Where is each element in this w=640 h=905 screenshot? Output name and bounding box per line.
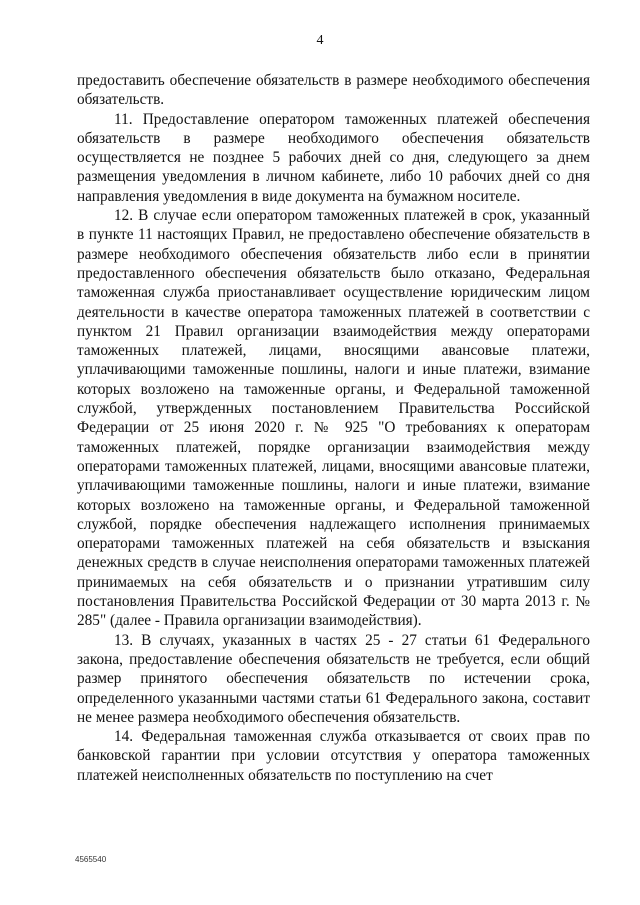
paragraph-11: 11. Предоставление оператором таможенных платежей обеспечения обязательств в размере необходимого обеспечения обязательств осуществляется не позднее 5 рабочих дней со дня, следующего за днем размещения уведомления в личном кабинете, либо 10 рабочих дней со дня направления уведомления в виде документа на бумажном носителе. xyxy=(77,110,590,205)
paragraph-12: 12. В случае если оператором таможенных платежей в срок, указанный в пункте 11 настоящих Правил, не предоставлено обеспечение обязательств в размере необходимого обеспечения обязательств либо если в принятии предоставленного обеспечения обязательств было отказано, Федеральная таможенная служба приостанавливает осуществление юридическим лицом деятельности в качестве оператора таможенных платежей в соответствии с пунктом 21 Правил организации взаимодействия между операторами таможенных платежей, лицами, вносящими авансовые платежи, уплачивающими таможенные пошлины, налоги и иные платежи, взимание которых возложено на таможенные органы, и Федеральной таможенной службой, утвержденных постановлением Правительства Российской Федерации от 25 июня 2020 г. № 925 "О требованиях к операторам таможенных платежей, порядке организации взаимодействия между операторами таможенных платежей, лицами, вносящими авансовые платежи, уплачивающими таможенные пошлины, налоги и иные платежи, взимание которых возложено на таможенные органы, и Федеральной таможенной службой, порядке обеспечения надлежащего исполнения принимаемых операторами таможенных платежей на себя обязательств и взыскания денежных средств в случае неисполнения операторами таможенных платежей принимаемых на себя обязательств и о признании утратившим силу постановления Правительства Российской Федерации от 30 марта 2013 г. № 285" (далее - Правила организации взаимодействия). xyxy=(77,207,590,630)
document-id: 4565540 xyxy=(75,855,107,864)
paragraph-13: 13. В случаях, указанных в частях 25 - 27 статьи 61 Федерального закона, предоставление обеспечения обязательств не требуется, если общий размер принятого обеспечения обязательств по истечении срока, определенного указанными частями статьи 61 Федерального закона, составит не менее размера необходимого обеспечения обязательств. xyxy=(77,631,590,726)
document-body xyxy=(77,71,590,785)
paragraph-continuation: предоставить обеспечение обязательств в размере необходимого обеспечения обязательств. xyxy=(77,72,590,109)
page-number: 4 xyxy=(316,33,324,48)
paragraph-14: 14. Федеральная таможенная служба отказывается от своих прав по банковской гарантии при условии отсутствия у оператора таможенных платежей неисполненных обязательств по поступлению на счет xyxy=(77,728,590,784)
